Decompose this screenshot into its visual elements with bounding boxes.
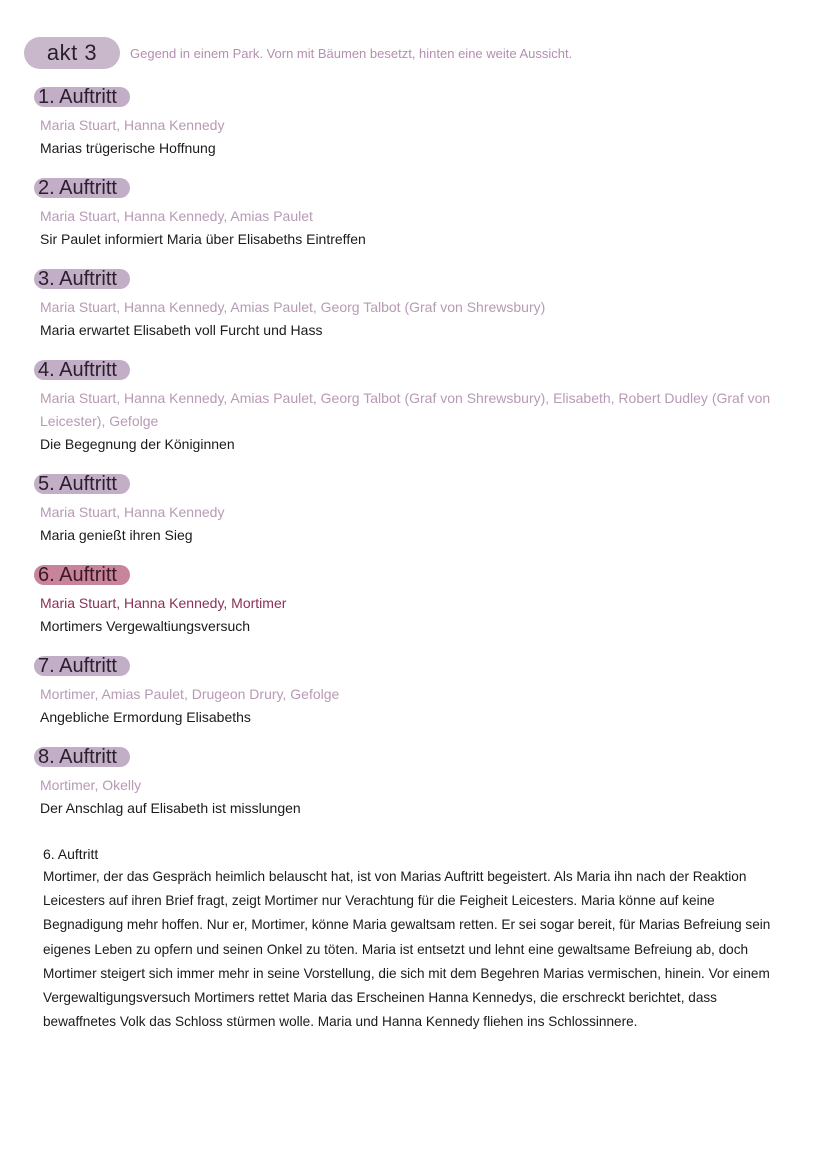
auftritt-characters: Maria Stuart, Hanna Kennedy, Mortimer <box>40 595 287 611</box>
auftritt-label: 3. Auftritt <box>34 269 130 289</box>
auftritt-3 <box>40 269 790 341</box>
auftritt-label: 8. Auftritt <box>34 747 130 767</box>
auftritt-summary: Maria erwartet Elisabeth voll Furcht und Hass <box>40 322 323 338</box>
auftritt-label: 7. Auftritt <box>34 656 130 676</box>
auftritt-label: 2. Auftritt <box>34 178 130 198</box>
auftritt-7 <box>40 656 790 728</box>
auftritt-summary: Marias trügerische Hoffnung <box>40 140 216 156</box>
auftritt-4 <box>40 360 790 455</box>
auftritt-characters: Mortimer, Amias Paulet, Drugeon Drury, Gefolge <box>40 686 340 702</box>
detail-title: 6. Auftritt <box>43 846 99 862</box>
scene-description: Gegend in einem Park. Vorn mit Bäumen besetzt, hinten eine weite Aussicht. <box>130 45 573 61</box>
auftritt-characters: Mortimer, Okelly <box>40 777 142 793</box>
auftritt-8 <box>40 747 790 819</box>
auftritt-5 <box>40 474 790 546</box>
auftritt-summary: Die Begegnung der Königinnen <box>40 436 235 452</box>
auftritt-characters: Maria Stuart, Hanna Kennedy <box>40 117 225 133</box>
auftritt-summary: Mortimers Vergewaltiungsversuch <box>40 618 251 634</box>
auftritt-summary: Der Anschlag auf Elisabeth ist misslungen <box>40 800 301 816</box>
auftritt-summary: Angebliche Ermordung Elisabeths <box>40 709 251 725</box>
auftritt-1 <box>40 87 790 159</box>
auftritt-6 <box>40 565 790 637</box>
auftritt-label-highlighted: 6. Auftritt <box>34 565 130 585</box>
act-badge: akt 3 <box>24 37 120 69</box>
auftritt-label: 4. Auftritt <box>34 360 130 380</box>
auftritt-characters: Maria Stuart, Hanna Kennedy, Amias Paulet, Georg Talbot (Graf von Shrewsbury), Elisabeth, Robert Dudley (Graf von Leicester), Gefolge <box>40 390 771 429</box>
auftritt-characters: Maria Stuart, Hanna Kennedy, Amias Paulet <box>40 208 313 224</box>
auftritt-characters: Maria Stuart, Hanna Kennedy <box>40 504 225 520</box>
auftritt-2 <box>40 178 790 250</box>
act-header <box>24 37 572 69</box>
detail-section <box>43 843 793 1034</box>
auftritt-summary: Maria genießt ihren Sieg <box>40 527 193 543</box>
auftritt-characters: Maria Stuart, Hanna Kennedy, Amias Paulet, Georg Talbot (Graf von Shrewsbury) <box>40 299 546 315</box>
auftritt-label: 5. Auftritt <box>34 474 130 494</box>
auftritt-label: 1. Auftritt <box>34 87 130 107</box>
detail-text: Mortimer, der das Gespräch heimlich belauscht hat, ist von Marias Auftritt begeistert. Als Maria ihn nach der Reaktion Leicesters auf ihren Brief fragt, zeigt Mortimer nur Verachtung für die Feigheit Leicesters. Maria könne auf keine Begnadigung mehr hoffen. Nur er, Mortimer, könne Maria gewaltsam retten. Er sei sogar bereit, für Marias Befreiung sein eigenes Leben zu opfern und seinen Onkel zu töten. Maria ist entsetzt und lehnt eine gewaltsame Befreiung ab, doch Mortimer steigert sich immer mehr in seine Vorstellung, die sich mit dem Begehren Marias vermischen, hinein. Vor einem Vergewaltigungsversuch Mortimers rettet Maria das Erscheinen Hanna Kennedys, die erschreckt berichtet, dass bewaffnetes Volk das Schloss stürmen wolle. Maria und Hanna Kennedy fliehen ins Schlossinnere. <box>43 869 771 1030</box>
auftritt-summary: Sir Paulet informiert Maria über Elisabeths Eintreffen <box>40 231 366 247</box>
